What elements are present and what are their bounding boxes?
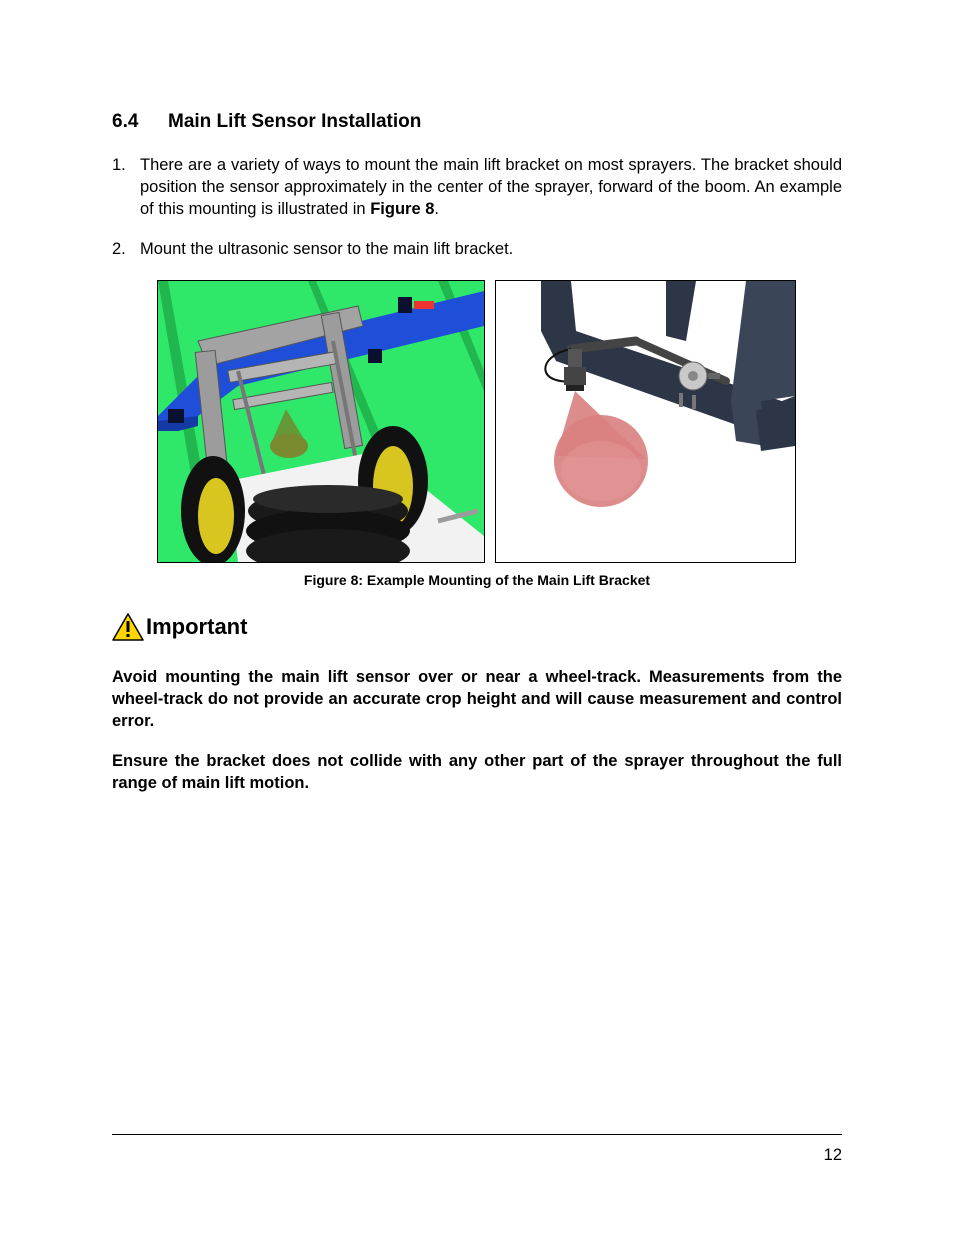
sprayer-overview-drawing xyxy=(158,281,484,562)
section-heading xyxy=(112,111,421,133)
step-text xyxy=(140,154,842,220)
step-text-end: . xyxy=(434,200,439,218)
important-heading xyxy=(112,612,247,642)
step-1 xyxy=(112,154,842,220)
figure-reference: Figure 8 xyxy=(370,200,435,218)
section-title: Main Lift Sensor Installation xyxy=(168,111,422,132)
section-number: 6.4 xyxy=(112,111,139,132)
figure-sprayer-overview xyxy=(157,280,485,563)
important-paragraph: Avoid mounting the main lift sensor over or near a wheel-track. Measurements from the wheel-track do not provide an accurate crop height and will cause measurement and control error. xyxy=(112,667,842,730)
footer-divider xyxy=(112,1134,842,1135)
step-number: 1. xyxy=(112,156,126,174)
warning-triangle-icon xyxy=(112,612,144,642)
important-label: Important xyxy=(146,614,248,639)
page-number: 12 xyxy=(823,1146,842,1164)
figure-caption: Figure 8: Example Mounting of the Main Lift Bracket xyxy=(303,572,651,588)
step-2 xyxy=(112,238,842,260)
step-text-body: There are a variety of ways to mount the main lift bracket on most sprayers. The bracket should position the sensor approximately in the center of the sprayer, forward of the boom. An example of this mounting is illustrated in xyxy=(140,156,842,218)
important-paragraph: Ensure the bracket does not collide with any other part of the sprayer throughout the full range of main lift motion. xyxy=(112,751,842,792)
step-text: Mount the ultrasonic sensor to the main lift bracket. xyxy=(140,240,514,258)
sensor-closeup-drawing xyxy=(496,281,795,562)
figure-sensor-closeup xyxy=(495,280,796,563)
step-number: 2. xyxy=(112,240,126,258)
